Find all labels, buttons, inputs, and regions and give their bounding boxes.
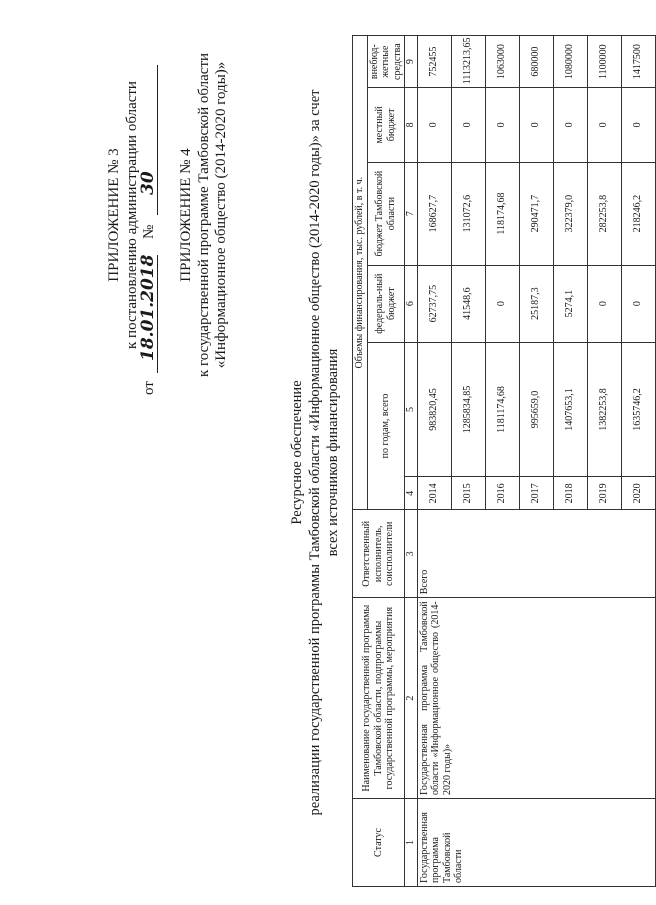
year-cell: 2018 [553,477,587,510]
column-number-cell: 3 [405,510,418,598]
column-number-cell: 5 [405,342,418,477]
total-cell: 1407653,1 [553,342,587,477]
column-number-cell: 1 [405,799,418,887]
table-row [417,36,451,887]
extrabudget-cell: 1063000 [485,36,519,88]
program-name-cell: Государственная программа Тамбовской области «Информационное общество (2014-2020 годы)» [417,598,655,799]
year-cell: 2020 [621,477,655,510]
from-label: от [141,381,158,395]
extrabudget-cell: 752455 [417,36,451,88]
appendix-4-title: ПРИЛОЖЕНИЕ № 4 [178,148,194,282]
total-cell: 1181174,68 [485,342,519,477]
total-cell: 1635746,2 [621,342,655,477]
local-cell: 0 [451,88,485,162]
header-local: местный бюджет [367,88,405,162]
year-cell: 2019 [587,477,621,510]
extrabudget-cell: 1080000 [553,36,587,88]
year-cell: 2017 [519,477,553,510]
regional-cell: 118174,68 [485,162,519,265]
header-regional: бюджет Тамбовской области [367,162,405,265]
column-number-cell: 9 [405,36,418,88]
status-cell: Государственная программа Тамбовской области [417,799,655,887]
title-line-2: реализации государственной программы Тамбовской области «Информационное общество (2014-2020 годы)» за счет [307,89,324,816]
extrabudget-cell: 1100000 [587,36,621,88]
federal-cell: 0 [621,265,655,342]
regional-cell: 290471,7 [519,162,553,265]
appendix-4-line-2: «Информационное общество (2014-2020 годы)» [213,61,230,369]
appendix-3-title: ПРИЛОЖЕНИЕ № 3 [106,148,122,282]
appendix-3-date-line [138,25,161,405]
local-cell: 0 [417,88,451,162]
year-cell: 2015 [451,477,485,510]
local-cell: 0 [587,88,621,162]
number-label: № [141,224,158,239]
local-cell: 0 [485,88,519,162]
column-number-cell: 7 [405,162,418,265]
total-cell: 1382253,8 [587,342,621,477]
column-number-cell: 2 [405,598,418,799]
header-name: Наименование государственной программы Тамбовской области, подпрограммы государственной программы, мероприятия [353,598,405,799]
year-cell: 2014 [417,477,451,510]
title-line-1: Ресурсное обеспечение [289,380,305,525]
header-status: Статус [353,799,405,887]
regional-cell: 322379,0 [553,162,587,265]
total-cell: 995659,0 [519,342,553,477]
regional-cell: 131072,6 [451,162,485,265]
federal-cell: 62737,75 [417,265,451,342]
local-cell: 0 [519,88,553,162]
header-responsible: Ответственный исполнитель, соисполнители [353,510,405,598]
total-cell: 1285834,85 [451,342,485,477]
federal-cell: 5274,1 [553,265,587,342]
extrabudget-cell: 680000 [519,36,553,88]
handwritten-date: 18.01.2018 [138,254,159,361]
funding-table [352,35,656,887]
local-cell: 0 [621,88,655,162]
table-body [417,36,655,887]
header-extrabudget: внебюд-жетные средства [367,36,405,88]
federal-cell: 25187,3 [519,265,553,342]
regional-cell: 218246,2 [621,162,655,265]
federal-cell: 0 [587,265,621,342]
responsible-cell: Всего [417,510,655,598]
regional-cell: 282253,8 [587,162,621,265]
column-number-cell: 4 [405,477,418,510]
appendix-4-line-1: к государственной программе Тамбовской области [195,52,212,378]
appendix-3-header [106,25,161,405]
regional-cell: 168627,7 [417,162,451,265]
title-line-3: всех источников финансирования [325,348,342,557]
year-cell: 2016 [485,477,519,510]
extrabudget-cell: 1417500 [621,36,655,88]
document-title [288,0,342,905]
appendix-3-subtitle: к постановлению администрации области [123,81,140,349]
handwritten-number: 30 [138,171,159,195]
total-cell: 983820,45 [417,342,451,477]
header-federal: федераль-ный бюджет [367,265,405,342]
federal-cell: 41548,6 [451,265,485,342]
column-number-cell: 6 [405,265,418,342]
local-cell: 0 [553,88,587,162]
federal-cell: 0 [485,265,519,342]
extrabudget-cell: 1113213,65 [451,36,485,88]
column-numbers-row [405,36,418,887]
appendix-4-header [178,25,231,405]
header-funding: Объемы финансирования, тыс. рублей, в т. ч. [353,36,368,510]
column-number-cell: 8 [405,88,418,162]
header-by-years: по годам, всего [367,342,405,510]
